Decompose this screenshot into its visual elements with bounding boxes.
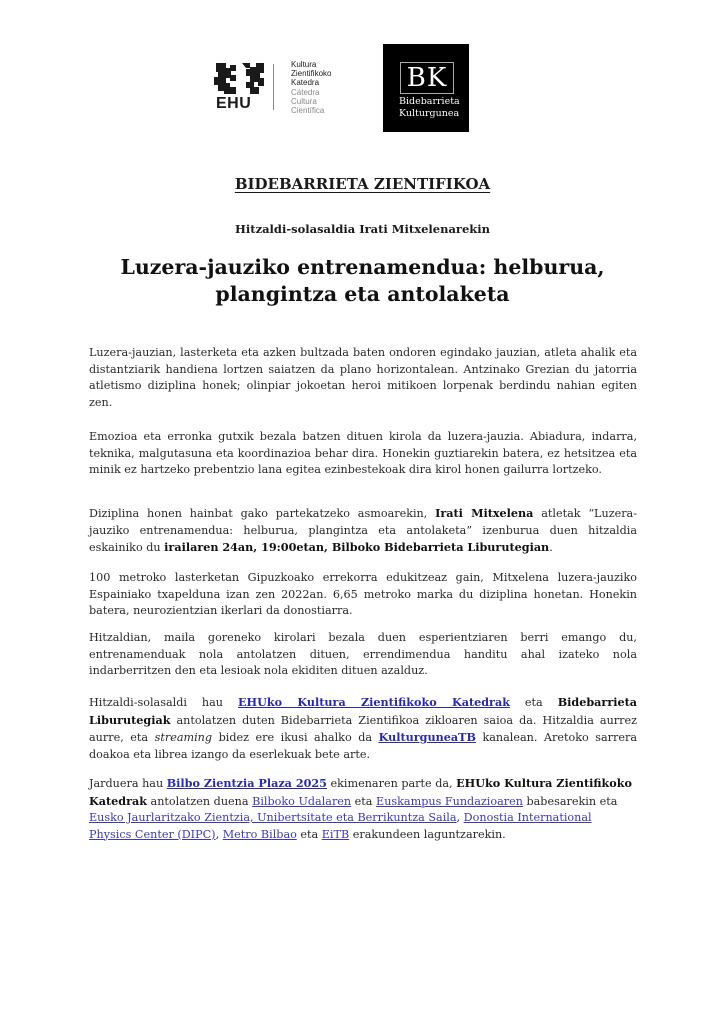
paragraph-sponsors bbox=[89, 775, 637, 843]
link-bilboko-udala[interactable]: Bilboko Udalaren bbox=[252, 794, 352, 808]
event-date-place: irailaren 24an, 19:00etan, Bilboko Bidebarrieta Liburutegian bbox=[164, 540, 550, 554]
text: Diziplina honen hainbat gako partekatzeko asmoarekin, bbox=[89, 507, 436, 520]
text: babesarekin eta bbox=[522, 794, 618, 808]
streaming-text: streaming bbox=[154, 731, 213, 744]
text: . bbox=[549, 541, 553, 554]
ehu-logo bbox=[214, 60, 264, 115]
series-title-text: BIDEBARRIETA ZIENTIFIKOA bbox=[234, 175, 491, 193]
text: Hitzaldi-solasaldi hau bbox=[89, 696, 238, 709]
bidebarrieta-liburutegia: Bidebarrieta Liburutegiak bbox=[89, 695, 637, 727]
text: atletak “Luzera-jauziko entrenamendua: helburua, plangintza eta antolaketa” izenburua duen hitzaldia eskainiko du bbox=[89, 507, 638, 554]
text: erakundeen laguntzarekin. bbox=[349, 827, 506, 841]
katedra-line: Cultura bbox=[291, 96, 317, 106]
logos-header bbox=[0, 42, 725, 132]
katedra-wordmark bbox=[291, 60, 331, 115]
text: Jarduera hau bbox=[89, 777, 167, 790]
katedra-line: Kultura bbox=[291, 60, 317, 69]
bidebarrieta-kulturgunea-logo bbox=[383, 44, 469, 132]
bk-name-line: Kulturgunea bbox=[399, 108, 460, 119]
paragraph-intro: Luzera-jauzian, lasterketa eta azken bultzada baten ondoren egindako jauzian, atleta ahalik eta distantziarik handiena lortzen saiatzen da plano horizontalean. Antzinako Grezian du jatorria atletismo diziplina honek; olinpiar jokoetan heroi mitikoen lorpenak berdindu nahian egiten zen. bbox=[89, 346, 637, 409]
paragraph-organizers bbox=[89, 694, 637, 763]
katedra-line: Katedra bbox=[291, 78, 320, 88]
text: bidez ere ikusi ahalko da bbox=[212, 731, 379, 744]
bk-name-line: Bidebarrieta bbox=[399, 96, 460, 107]
bk-monogram: BK bbox=[400, 62, 454, 94]
ehu-katedra-bold: EHUko Kultura Zientifikoko Katedrak bbox=[89, 776, 632, 808]
main-title bbox=[0, 254, 725, 308]
ehu-wordmark: EHU bbox=[216, 95, 252, 112]
main-title-line: Luzera-jauziko entrenamendua: helburua, bbox=[120, 255, 605, 279]
main-title-line: plangintza eta antolaketa bbox=[215, 282, 510, 306]
text: antolatzen duena bbox=[146, 794, 253, 808]
katedra-line: Científica bbox=[291, 106, 325, 116]
link-euskampus[interactable]: Euskampus Fundazioaren bbox=[376, 794, 523, 808]
text: kanalean. Aretoko sarrera doakoa eta librea izango da eserlekuak bete arte. bbox=[89, 731, 637, 761]
link-dipc[interactable]: Donostia International Physics Center (DIPC) bbox=[89, 811, 592, 841]
bk-name bbox=[399, 96, 460, 120]
link-eusko-jaurlaritza[interactable]: Eusko Jaurlaritzako Zientzia, Unibertsitate eta Berrikuntza Saila bbox=[89, 811, 457, 824]
ehu-tree-emblem-icon bbox=[214, 60, 264, 94]
subtitle: Hitzaldi-solasaldia Irati Mitxelenarekin bbox=[235, 222, 490, 236]
paragraph-emotion: Emozioa eta erronka gutxik bezala batzen dituen kirola da luzera-jauzia. Abiadura, indarra, teknika, malgutasuna eta koordinazioa behar dira. Honekin guztiarekin batera, ez hetsitzea eta minik ez hartzeko prebentzio lana egitea ezinbestekoak dira kirol honen gailurra lortzeko. bbox=[89, 430, 637, 476]
text: antolatzen duten Bidebarrieta Zientifikoa zikloaren saioa da. Hitzaldia aurrez aurre, eta bbox=[89, 713, 637, 744]
text: eta bbox=[509, 696, 558, 709]
text: eta bbox=[351, 794, 377, 808]
text: eta bbox=[296, 827, 322, 841]
link-ehu-katedra[interactable]: EHUko Kultura Zientifikoko Katedrak bbox=[238, 695, 510, 709]
paragraph-event bbox=[89, 505, 637, 557]
link-bilbo-zientzia-plaza[interactable]: Bilbo Zientzia Plaza 2025 bbox=[166, 776, 327, 790]
link-kulturgunea-tb[interactable]: KulturguneaTB bbox=[378, 730, 476, 744]
link-metro-bilbao[interactable]: Metro Bilbao bbox=[222, 827, 297, 841]
logo-divider bbox=[273, 64, 274, 110]
text: ekimenaren parte da, bbox=[326, 777, 457, 790]
text: , bbox=[215, 827, 223, 841]
text: , bbox=[456, 811, 464, 824]
paragraph-talk: Hitzaldian, maila goreneko kirolari bezala duen esperientziaren berri emango du, entrenamenduak nola antolatzen dituen, errendimendua handitu ahal izateko nola indarberritzen den eta lesioak nola ekiditen dituen azalduz. bbox=[89, 631, 637, 677]
series-title bbox=[0, 175, 725, 193]
katedra-line: Zientifikoko bbox=[291, 69, 332, 79]
paragraph-bio: 100 metroko lasterketan Gipuzkoako errekorra edukitzeaz gain, Mitxelena luzera-jauziko Espainiako txapelduna izan zen 2022an. 6,65 metroko marka du diziplina honetan. Honekin batera, neurozientzian ikerlari da donostiarra. bbox=[89, 571, 637, 617]
link-eitb[interactable]: EiTB bbox=[321, 827, 350, 841]
speaker-name: Irati Mitxelena bbox=[435, 506, 534, 520]
katedra-line: Cátedra bbox=[291, 87, 320, 97]
